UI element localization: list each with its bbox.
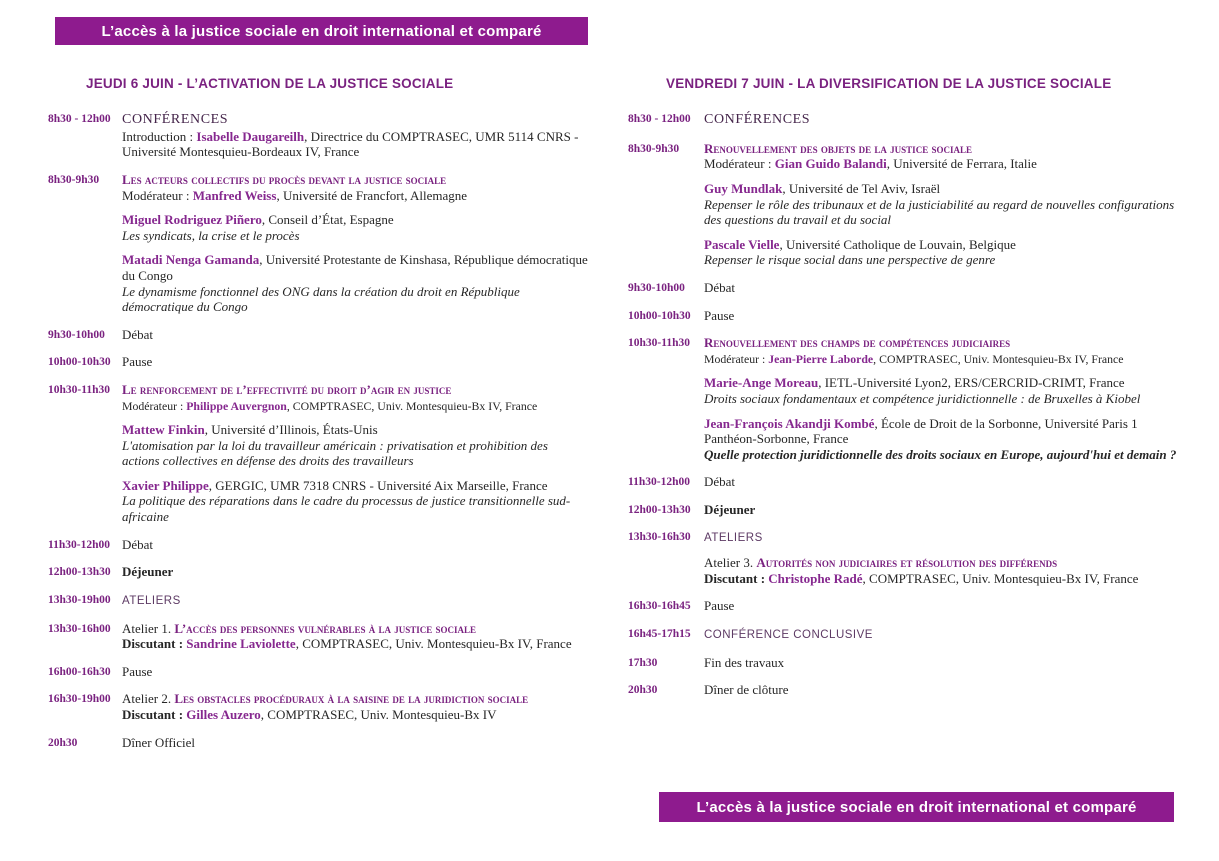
text-segment: Pascale Vielle <box>704 236 780 252</box>
text-segment: , COMPTRASEC, Univ. Montesquieu-Bx IV, France <box>873 351 1124 366</box>
day-name-vendredi: VENDREDI 7 JUIN <box>666 76 785 91</box>
text-segment: Modérateur : <box>122 398 187 413</box>
row-content <box>704 598 1180 614</box>
text-segment: Introduction : <box>122 128 197 144</box>
text-block <box>704 141 1180 172</box>
text-block <box>122 564 588 580</box>
text-segment: Repenser le risque social dans une perspective de genre <box>704 252 996 268</box>
schedule-row <box>48 621 588 652</box>
text-block <box>704 237 1180 268</box>
text-block <box>704 529 1180 546</box>
row-content <box>704 626 1180 643</box>
text-line <box>122 398 588 414</box>
row-content <box>122 172 588 315</box>
text-segment: CONFÉRENCES <box>704 112 811 127</box>
text-line <box>122 691 588 707</box>
text-segment: Gian Guido Balandi <box>774 156 887 172</box>
text-segment: , Université Catholique de Louvain, Belgique <box>779 236 1016 252</box>
row-content <box>122 382 588 525</box>
schedule-row <box>628 308 1180 324</box>
text-line <box>704 252 1180 268</box>
row-content <box>704 529 1180 586</box>
text-segment: Modérateur : <box>704 351 769 366</box>
text-segment: Discutant : <box>122 707 187 723</box>
text-block <box>704 280 1180 296</box>
text-line <box>704 447 1180 463</box>
text-block <box>704 111 1180 129</box>
text-segment: Matadi Nenga Gamanda <box>122 252 260 268</box>
text-segment: L’accès des personnes vulnérables à la justice sociale <box>174 620 476 636</box>
row-content <box>704 335 1180 462</box>
text-segment: La politique des réparations dans le cadre du processus de justice transitionnelle sud-africaine <box>122 493 571 525</box>
text-line <box>122 621 588 637</box>
text-segment: , COMPTRASEC, Univ. Montesquieu-Bx IV, France <box>862 570 1139 586</box>
time-label: 9h30-10h00 <box>628 281 685 294</box>
row-content <box>122 537 588 553</box>
text-segment: , Conseil d’État, Espagne <box>261 212 394 228</box>
row-content <box>122 564 588 580</box>
text-line <box>122 478 588 494</box>
time-label: 20h30 <box>628 684 658 697</box>
text-segment: Quelle protection juridictionnelle des droits sociaux en Europe, aujourd'hui et demain ? <box>704 446 1177 462</box>
text-segment: Débat <box>122 326 154 342</box>
text-block <box>122 252 588 314</box>
text-line <box>122 172 588 188</box>
row-content <box>122 354 588 370</box>
text-segment: Marie-Ange Moreau <box>704 375 819 391</box>
text-line <box>122 592 588 609</box>
text-line <box>122 664 588 680</box>
text-line <box>122 735 588 751</box>
row-content <box>122 592 588 609</box>
row-content <box>122 735 588 751</box>
time-label: 8h30 - 12h00 <box>628 113 691 125</box>
text-line <box>122 111 588 129</box>
text-line <box>704 375 1180 391</box>
day-title-jeudi: L’ACTIVATION DE LA JUSTICE SOCIALE <box>186 76 454 91</box>
text-segment: Isabelle Daugareilh <box>196 128 305 144</box>
schedule-row <box>628 280 1180 296</box>
schedule-row <box>48 382 588 525</box>
schedule-rows-vendredi <box>628 111 1180 698</box>
text-block <box>704 335 1180 366</box>
schedule-row <box>48 691 588 722</box>
time-label: 16h30-19h00 <box>48 693 111 706</box>
text-segment: Pause <box>122 663 153 679</box>
text-line <box>704 626 1180 643</box>
text-line <box>122 636 588 652</box>
text-segment: Modérateur : <box>704 156 775 172</box>
text-line <box>122 129 588 160</box>
text-line <box>704 308 1180 324</box>
text-line <box>704 156 1180 172</box>
text-block <box>122 327 588 343</box>
time-label: 11h30-12h00 <box>48 538 110 551</box>
text-block <box>704 416 1180 463</box>
text-segment: Débat <box>122 536 154 552</box>
bottom-banner <box>659 792 1174 822</box>
text-segment: Le dynamisme fonctionnel des ONG dans la création du droit en République démocratique du Congo <box>122 283 520 315</box>
schedule-row <box>628 655 1180 671</box>
text-segment: Gilles Auzero <box>186 707 261 723</box>
text-segment: Les obstacles procéduraux à la saisine de la juridiction sociale <box>174 691 529 707</box>
text-line <box>704 197 1180 228</box>
schedule-row <box>628 335 1180 462</box>
text-segment: Discutant : <box>704 570 769 586</box>
text-segment: Autorités non judiciaires et résolution des différends <box>756 555 1058 571</box>
text-line <box>704 141 1180 157</box>
text-line <box>122 228 588 244</box>
row-content <box>704 655 1180 671</box>
row-content <box>704 308 1180 324</box>
text-line <box>122 493 588 524</box>
day-title-vendredi: LA DIVERSIFICATION DE LA JUSTICE SOCIALE <box>797 76 1112 91</box>
text-segment: Modérateur : <box>122 187 193 203</box>
time-label: 10h30-11h30 <box>48 383 110 396</box>
time-label: 12h00-13h30 <box>48 566 111 579</box>
text-block <box>122 621 588 652</box>
text-line <box>122 537 588 553</box>
text-block <box>704 598 1180 614</box>
time-label: 16h00-16h30 <box>48 665 111 678</box>
text-segment: Guy Mundlak <box>704 180 783 196</box>
time-label: 17h30 <box>628 656 658 669</box>
text-segment: Déjeuner <box>122 564 174 580</box>
text-line <box>704 571 1180 587</box>
text-segment: Miguel Rodriguez Piñero <box>122 212 262 228</box>
text-segment: Jean-Pierre Laborde <box>768 351 874 366</box>
schedule-row <box>48 172 588 315</box>
schedule-row <box>48 735 588 751</box>
row-content <box>704 111 1180 129</box>
text-block <box>704 626 1180 643</box>
text-block <box>122 111 588 160</box>
text-segment: L'atomisation par la loi du travailleur américain : privatisation et prohibition des actions collectives en défense des droits des travailleurs <box>122 437 548 469</box>
text-segment: Déjeuner <box>704 501 756 517</box>
text-line <box>704 351 1180 367</box>
text-block <box>704 181 1180 228</box>
row-content <box>122 664 588 680</box>
text-line <box>122 564 588 580</box>
text-line <box>122 422 588 438</box>
day-name-jeudi: JEUDI 6 JUIN <box>86 76 174 91</box>
schedule-row <box>628 502 1180 518</box>
text-segment: Xavier Philippe <box>122 477 209 493</box>
text-block <box>704 555 1180 586</box>
time-label: 20h30 <box>48 736 78 749</box>
day-separator-vendredi: - <box>784 76 798 91</box>
time-label: 11h30-12h00 <box>628 476 690 489</box>
row-content <box>704 141 1180 268</box>
day-column-jeudi <box>48 70 588 762</box>
text-segment: Discutant : <box>122 636 187 652</box>
text-segment: CONFÉRENCE CONCLUSIVE <box>704 629 873 642</box>
text-line <box>704 682 1180 698</box>
text-block <box>122 735 588 751</box>
text-segment: Renouvellement des champs de compétences judiciaires <box>704 335 1011 351</box>
text-line <box>704 416 1180 447</box>
text-segment: Pause <box>704 307 735 323</box>
text-segment: Débat <box>704 279 736 295</box>
text-segment: Sandrine Laviolette <box>186 636 296 652</box>
text-line <box>122 284 588 315</box>
row-content <box>704 474 1180 490</box>
text-segment: Les acteurs collectifs du procès devant la justice sociale <box>122 171 447 187</box>
row-content <box>704 280 1180 296</box>
text-line <box>122 327 588 343</box>
bottom-banner-title: L’accès à la justice sociale en droit international et comparé <box>696 798 1137 816</box>
text-segment: ATELIERS <box>704 532 763 545</box>
row-content <box>122 691 588 722</box>
schedule-row <box>628 474 1180 490</box>
schedule-row <box>48 111 588 160</box>
text-segment: , Directrice du COMPTRASEC, UMR 5114 CNRS - Université Montesquieu-Bordeaux IV, France <box>122 128 579 160</box>
text-line <box>704 391 1180 407</box>
time-label: 10h30-11h30 <box>628 337 690 350</box>
top-banner <box>55 17 588 45</box>
row-content <box>122 621 588 652</box>
time-label: 8h30 - 12h00 <box>48 113 111 125</box>
text-block <box>122 691 588 722</box>
text-block <box>704 655 1180 671</box>
text-segment: , GERGIC, UMR 7318 CNRS - Université Aix Marseille, France <box>208 477 548 493</box>
schedule-row <box>48 664 588 680</box>
time-label: 13h30-19h00 <box>48 593 111 606</box>
time-label: 12h00-13h30 <box>628 503 691 516</box>
text-line <box>704 111 1180 129</box>
text-line <box>704 555 1180 571</box>
schedule-row <box>628 529 1180 586</box>
time-label: 16h30-16h45 <box>628 600 691 613</box>
row-content <box>122 111 588 160</box>
text-line <box>704 335 1180 351</box>
text-segment: Mattew Finkin <box>122 422 205 438</box>
text-block <box>122 354 588 370</box>
text-segment: , École de Droit de la Sorbonne, Université Paris 1 Panthéon-Sorbonne, France <box>704 415 1138 447</box>
text-segment: , Université d’Illinois, États-Unis <box>204 422 378 438</box>
text-segment: , IETL-Université Lyon2, ERS/CERCRID-CRIMT, France <box>818 375 1125 391</box>
text-block <box>122 537 588 553</box>
text-segment: Dîner de clôture <box>704 682 789 698</box>
text-block <box>122 212 588 243</box>
text-line <box>122 707 588 723</box>
schedule-row <box>48 564 588 580</box>
schedule-row <box>628 626 1180 643</box>
text-block <box>122 172 588 203</box>
text-segment: , COMPTRASEC, Univ. Montesquieu-Bx IV, France <box>295 636 572 652</box>
text-block <box>704 502 1180 518</box>
text-segment: Jean-François Akandji Kombé <box>704 415 875 431</box>
text-line <box>704 280 1180 296</box>
time-label: 13h30-16h00 <box>48 622 111 635</box>
text-segment: Dîner Officiel <box>122 734 196 750</box>
text-line <box>704 237 1180 253</box>
time-label: 10h00-10h30 <box>628 309 691 322</box>
row-content <box>122 327 588 343</box>
text-segment: , Université Protestante de Kinshasa, République démocratique du Congo <box>122 252 588 283</box>
time-label: 16h45-17h15 <box>628 628 691 641</box>
text-segment: Fin des travaux <box>704 654 785 670</box>
schedule-row <box>628 141 1180 268</box>
time-label: 8h30-9h30 <box>628 142 680 155</box>
text-line <box>122 382 588 398</box>
text-line <box>122 354 588 370</box>
text-block <box>122 664 588 680</box>
row-content <box>704 682 1180 698</box>
text-segment: , COMPTRASEC, Univ. Montesquieu-Bx IV <box>260 707 497 723</box>
text-line <box>122 188 588 204</box>
day-column-vendredi <box>628 70 1180 710</box>
schedule-row <box>48 327 588 343</box>
text-block <box>122 478 588 525</box>
time-label: 9h30-10h00 <box>48 328 105 341</box>
time-label: 8h30-9h30 <box>48 173 100 186</box>
text-line <box>122 212 588 228</box>
text-segment: Droits sociaux fondamentaux et compétence juridictionnelle : de Bruxelles à Kiobel <box>704 390 1141 406</box>
day-header-jeudi <box>48 76 588 91</box>
text-block <box>122 592 588 609</box>
text-line <box>704 181 1180 197</box>
schedule-row <box>48 354 588 370</box>
text-block <box>122 382 588 413</box>
text-segment: , COMPTRASEC, Univ. Montesquieu-Bx IV, France <box>286 398 538 413</box>
schedule-row <box>628 682 1180 698</box>
text-segment: CONFÉRENCES <box>122 112 229 127</box>
text-segment: Pause <box>122 354 153 370</box>
text-line <box>704 474 1180 490</box>
top-banner-title: L’accès à la justice sociale en droit international et comparé <box>101 22 542 40</box>
text-segment: Renouvellement des objets de la justice sociale <box>704 140 972 156</box>
schedule-rows-jeudi <box>48 111 588 750</box>
time-label: 13h30-16h30 <box>628 531 691 544</box>
row-content <box>704 502 1180 518</box>
text-segment: Atelier 2. <box>122 691 175 707</box>
time-label: 10h00-10h30 <box>48 356 111 369</box>
text-segment: Le renforcement de l’effectivité du droit d’agir en justice <box>122 381 452 397</box>
schedule-row <box>628 598 1180 614</box>
text-segment: Philippe Auvergnon <box>186 398 287 413</box>
text-block <box>704 474 1180 490</box>
text-segment: Pause <box>704 598 735 614</box>
text-line <box>704 598 1180 614</box>
text-segment: Atelier 3. <box>704 555 757 571</box>
text-segment: , Université de Ferrara, Italie <box>886 156 1037 172</box>
text-block <box>704 375 1180 406</box>
text-segment: Débat <box>704 474 736 490</box>
text-segment: Manfred Weiss <box>192 187 277 203</box>
schedule-row <box>628 111 1180 129</box>
schedule-row <box>48 537 588 553</box>
day-header-vendredi <box>628 76 1180 91</box>
day-separator-jeudi: - <box>173 76 187 91</box>
text-segment: ATELIERS <box>122 594 181 607</box>
text-segment: Christophe Radé <box>768 570 863 586</box>
text-line <box>122 438 588 469</box>
text-line <box>704 502 1180 518</box>
text-segment: , Université de Francfort, Allemagne <box>276 187 468 203</box>
schedule-row <box>48 592 588 609</box>
text-line <box>704 655 1180 671</box>
text-segment: Atelier 1. <box>122 620 175 636</box>
text-line <box>704 529 1180 546</box>
text-block <box>122 422 588 469</box>
text-block <box>704 308 1180 324</box>
text-segment: , Université de Tel Aviv, Israël <box>782 180 941 196</box>
text-segment: Les syndicats, la crise et le procès <box>122 227 300 243</box>
text-segment: Repenser le rôle des tribunaux et de la justiciabilité au regard de nouvelles configurations des questions du travail et du social <box>704 196 1175 228</box>
text-block <box>704 682 1180 698</box>
text-line <box>122 252 588 283</box>
